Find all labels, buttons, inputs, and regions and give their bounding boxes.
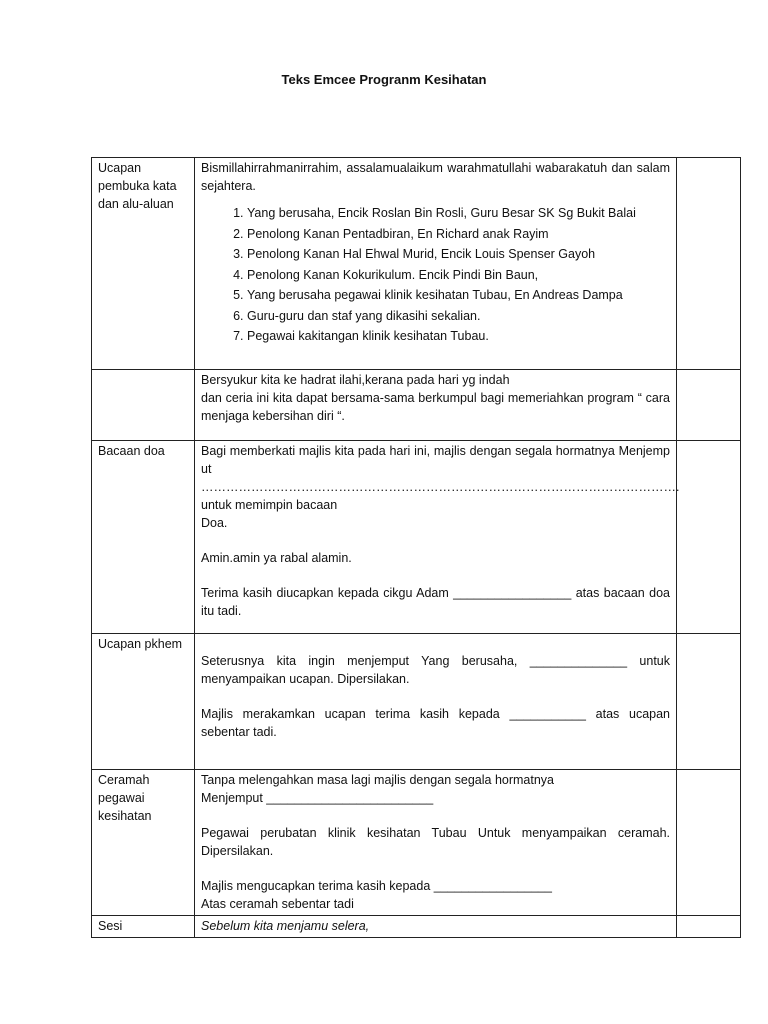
session-text: Sebelum kita menjamu selera, — [201, 919, 370, 933]
list-item: 5. Yang berusaha pegawai klinik kesihatan Tubau, En Andreas Dampa — [247, 285, 670, 306]
gratitude-text: dan ceria ini kita dapat bersama-sama berkumpul bagi memeriahkan program “ cara menjaga kebersihan diri “. — [201, 391, 670, 423]
row-label: Ucapan pkhem — [98, 637, 183, 651]
row-notes-cell — [677, 770, 741, 916]
prayer-amin: Amin.amin ya rabal alamin. — [201, 551, 352, 565]
list-item: 7. Pegawai kakitangan klinik kesihatan Tubau. — [247, 326, 670, 347]
list-item: 6. Guru-guru dan staf yang dikasihi sekalian. — [247, 306, 670, 327]
list-item: 1. Yang berusaha, Encik Roslan Bin Rosli, Guru Besar SK Sg Bukit Balai — [247, 203, 670, 224]
table-row — [92, 916, 741, 938]
row-notes-cell — [677, 916, 741, 938]
row-label-cell — [92, 441, 195, 634]
talk-closing: Atas ceramah sebentar tadi — [201, 897, 354, 911]
row-label: Bacaan doa — [98, 444, 165, 458]
speech-thanks: Majlis merakamkan ucapan terima kasih kepada ___________ atas ucapan sebentar tadi. — [201, 707, 670, 739]
row-label: Ucapan pembuka kata dan alu-aluan — [98, 161, 177, 211]
emcee-script-table — [91, 157, 741, 938]
opening-greeting: Bismillahirrahmanirrahim, assalamualaikum warahmatullahi wabarakatuh dan salam sejahtera. — [201, 161, 670, 193]
document-title: Teks Emcee Progranm Kesihatan — [281, 72, 487, 87]
row-label-cell — [92, 634, 195, 770]
list-item: 4. Penolong Kanan Kokurikulum. Encik Pindi Bin Baun, — [247, 265, 670, 286]
row-notes-cell — [677, 441, 741, 634]
row-notes-cell — [677, 158, 741, 370]
talk-intro: Tanpa melengahkan masa lagi majlis dengan segala hormatnya — [201, 773, 554, 787]
table-row — [92, 634, 741, 770]
table-row — [92, 770, 741, 916]
row-label-cell — [92, 770, 195, 916]
talk-officer: Pegawai perubatan klinik kesihatan Tubau Untuk menyampaikan ceramah. Dipersilakan. — [201, 826, 670, 858]
talk-invite: Menjemput ________________________ — [201, 791, 434, 805]
prayer-thanks: Terima kasih diucapkan kepada cikgu Adam _________________ atas bacaan doa itu tadi. — [201, 586, 670, 618]
row-content-cell — [195, 158, 677, 370]
prayer-doa: Doa. — [201, 516, 228, 530]
prayer-invite: Bagi memberkati majlis kita pada hari ini, majlis dengan segala hormatnya Menjemput …………………………………………………………………………………………………….untuk memimpin bacaan — [201, 444, 680, 512]
guest-list — [201, 203, 670, 347]
list-item: 3. Penolong Kanan Hal Ehwal Murid, Encik Louis Spenser Gayoh — [247, 244, 670, 265]
row-content-cell — [195, 370, 677, 441]
row-label: Sesi — [98, 919, 123, 933]
row-content-cell — [195, 441, 680, 634]
table-row — [92, 158, 741, 370]
row-label-cell — [92, 370, 195, 441]
row-label-cell — [92, 916, 195, 938]
gratitude-line: Bersyukur kita ke hadrat ilahi,kerana pada hari yg indah — [201, 373, 510, 387]
row-label-cell — [92, 158, 195, 370]
row-content-cell — [195, 770, 677, 916]
talk-thanks: Majlis mengucapkan terima kasih kepada _________________ — [201, 879, 552, 893]
row-content-cell — [195, 916, 677, 938]
table-row — [92, 370, 741, 441]
row-label: Ceramah pegawai kesihatan — [98, 773, 152, 823]
table-row — [92, 441, 741, 634]
row-notes-cell — [677, 370, 741, 441]
speech-invite: Seterusnya kita ingin menjemput Yang berusaha, ______________ untuk menyampaikan ucapan. Dipersilakan. — [201, 654, 670, 686]
list-item: 2. Penolong Kanan Pentadbiran, En Richard anak Rayim — [247, 224, 670, 245]
row-notes-cell — [677, 634, 741, 770]
row-content-cell — [195, 634, 677, 770]
